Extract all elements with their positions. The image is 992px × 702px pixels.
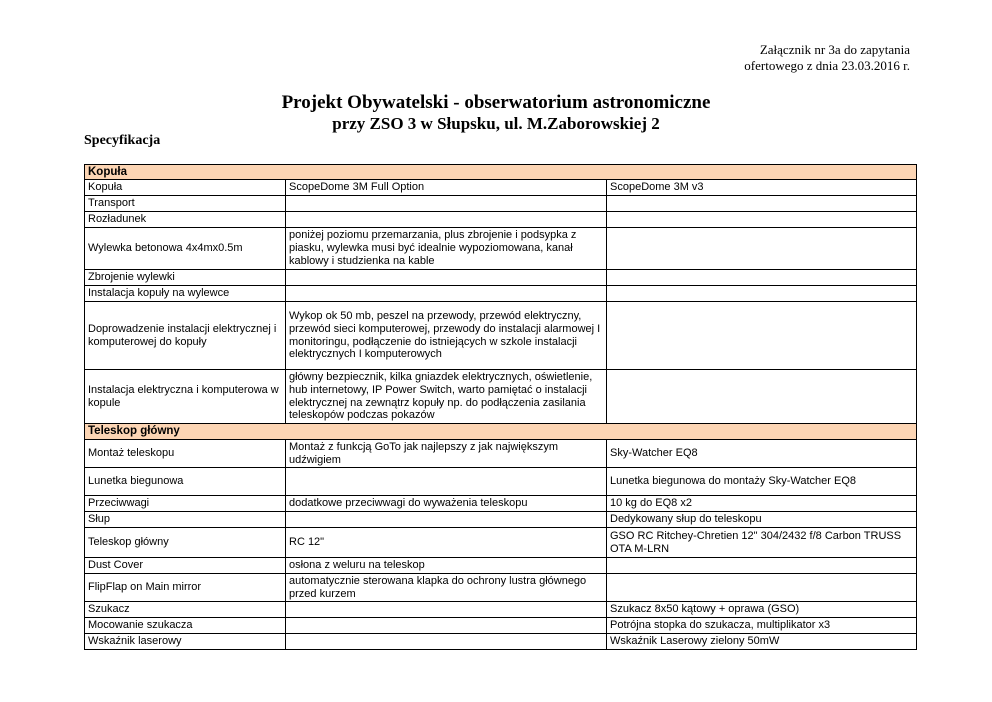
description-cell <box>286 286 607 302</box>
section-header-row <box>85 165 917 180</box>
product-cell <box>607 558 917 574</box>
table-row <box>85 558 917 574</box>
description-cell: automatycznie sterowana klapka do ochrony lustra głównego przed kurzem <box>286 574 607 602</box>
item-cell: Kopuła <box>85 180 286 196</box>
description-cell: RC 12" <box>286 528 607 558</box>
description-cell: główny bezpiecznik, kilka gniazdek elektrycznych, oświetlenie, hub internetowy, IP Power Switch, warto pamiętać o instalacji elektrycznej na zewnątrz kopuły np. do podłączenia zasilania teleskopów podczas pokazów <box>286 370 607 424</box>
attachment-note-line2: ofertowego z dnia 23.03.2016 r. <box>744 58 910 73</box>
product-cell: Szukacz 8x50 kątowy + oprawa (GSO) <box>607 602 917 618</box>
product-cell: Dedykowany słup do teleskopu <box>607 512 917 528</box>
product-cell: Sky-Watcher EQ8 <box>607 440 917 468</box>
page-subtitle: przy ZSO 3 w Słupsku, ul. M.Zaborowskiej 2 <box>332 114 660 133</box>
table-row <box>85 196 917 212</box>
item-cell: Lunetka biegunowa <box>85 468 286 496</box>
product-cell <box>607 370 917 424</box>
attachment-note-line1: Załącznik nr 3a do zapytania <box>759 42 910 57</box>
table-row <box>85 302 917 370</box>
product-cell: Wskaźnik Laserowy zielony 50mW <box>607 634 917 650</box>
item-cell: Dust Cover <box>85 558 286 574</box>
product-cell: GSO RC Ritchey-Chretien 12" 304/2432 f/8 Carbon TRUSS OTA M-LRN <box>607 528 917 558</box>
page-title: Projekt Obywatelski - obserwatorium astronomiczne <box>281 92 711 113</box>
section-title: Teleskop główny <box>85 424 917 440</box>
table-row <box>85 602 917 618</box>
product-cell <box>607 270 917 286</box>
table-row <box>85 286 917 302</box>
item-cell: Przeciwwagi <box>85 496 286 512</box>
description-cell: poniżej poziomu przemarzania, plus zbrojenie i podsypka z piasku, wylewka musi być idealnie wypoziomowana, kanał kablowy i studzienka na kable <box>286 228 607 270</box>
item-cell: Teleskop główny <box>85 528 286 558</box>
specification-label: Specyfikacja <box>84 133 161 148</box>
description-cell <box>286 618 607 634</box>
description-cell: ScopeDome 3M Full Option <box>286 180 607 196</box>
specification-table <box>84 164 917 650</box>
item-cell: Montaż teleskopu <box>85 440 286 468</box>
description-cell: osłona z weluru na teleskop <box>286 558 607 574</box>
section-header-row <box>85 424 917 440</box>
table-row <box>85 370 917 424</box>
attachment-note <box>744 42 910 74</box>
section-title: Kopuła <box>85 165 917 180</box>
table-row <box>85 634 917 650</box>
table-row <box>85 212 917 228</box>
table-row <box>85 512 917 528</box>
product-cell <box>607 574 917 602</box>
item-cell: Szukacz <box>85 602 286 618</box>
description-cell: Wykop ok 50 mb, peszel na przewody, przewód elektryczny, przewód sieci komputerowej, przewody do instalacji alarmowej I monitoringu, podłączenie do istniejących w szkole instalacji elektrycznych I komputerowych <box>286 302 607 370</box>
product-cell <box>607 228 917 270</box>
product-cell: 10 kg do EQ8 x2 <box>607 496 917 512</box>
item-cell: Wskaźnik laserowy <box>85 634 286 650</box>
item-cell: Instalacja kopuły na wylewce <box>85 286 286 302</box>
description-cell <box>286 212 607 228</box>
item-cell: Rozładunek <box>85 212 286 228</box>
table-row <box>85 574 917 602</box>
table-row <box>85 496 917 512</box>
table-row <box>85 468 917 496</box>
table-row <box>85 228 917 270</box>
product-cell: ScopeDome 3M v3 <box>607 180 917 196</box>
item-cell: Mocowanie szukacza <box>85 618 286 634</box>
item-cell: Wylewka betonowa 4x4mx0.5m <box>85 228 286 270</box>
description-cell <box>286 634 607 650</box>
item-cell: Słup <box>85 512 286 528</box>
description-cell: dodatkowe przeciwwagi do wyważenia teleskopu <box>286 496 607 512</box>
table-row <box>85 440 917 468</box>
product-cell <box>607 302 917 370</box>
description-cell <box>286 196 607 212</box>
description-cell: Montaż z funkcją GoTo jak najlepszy z jak największym udźwigiem <box>286 440 607 468</box>
table-row <box>85 618 917 634</box>
product-cell: Potrójna stopka do szukacza, multiplikator x3 <box>607 618 917 634</box>
item-cell: Transport <box>85 196 286 212</box>
item-cell: Zbrojenie wylewki <box>85 270 286 286</box>
table-row <box>85 528 917 558</box>
product-cell <box>607 286 917 302</box>
item-cell: Doprowadzenie instalacji elektrycznej i komputerowej do kopuły <box>85 302 286 370</box>
description-cell <box>286 270 607 286</box>
item-cell: FlipFlap on Main mirror <box>85 574 286 602</box>
table-row <box>85 270 917 286</box>
description-cell <box>286 602 607 618</box>
table-row <box>85 180 917 196</box>
product-cell: Lunetka biegunowa do montaży Sky-Watcher EQ8 <box>607 468 917 496</box>
product-cell <box>607 196 917 212</box>
item-cell: Instalacja elektryczna i komputerowa w kopule <box>85 370 286 424</box>
product-cell <box>607 212 917 228</box>
description-cell <box>286 468 607 496</box>
description-cell <box>286 512 607 528</box>
